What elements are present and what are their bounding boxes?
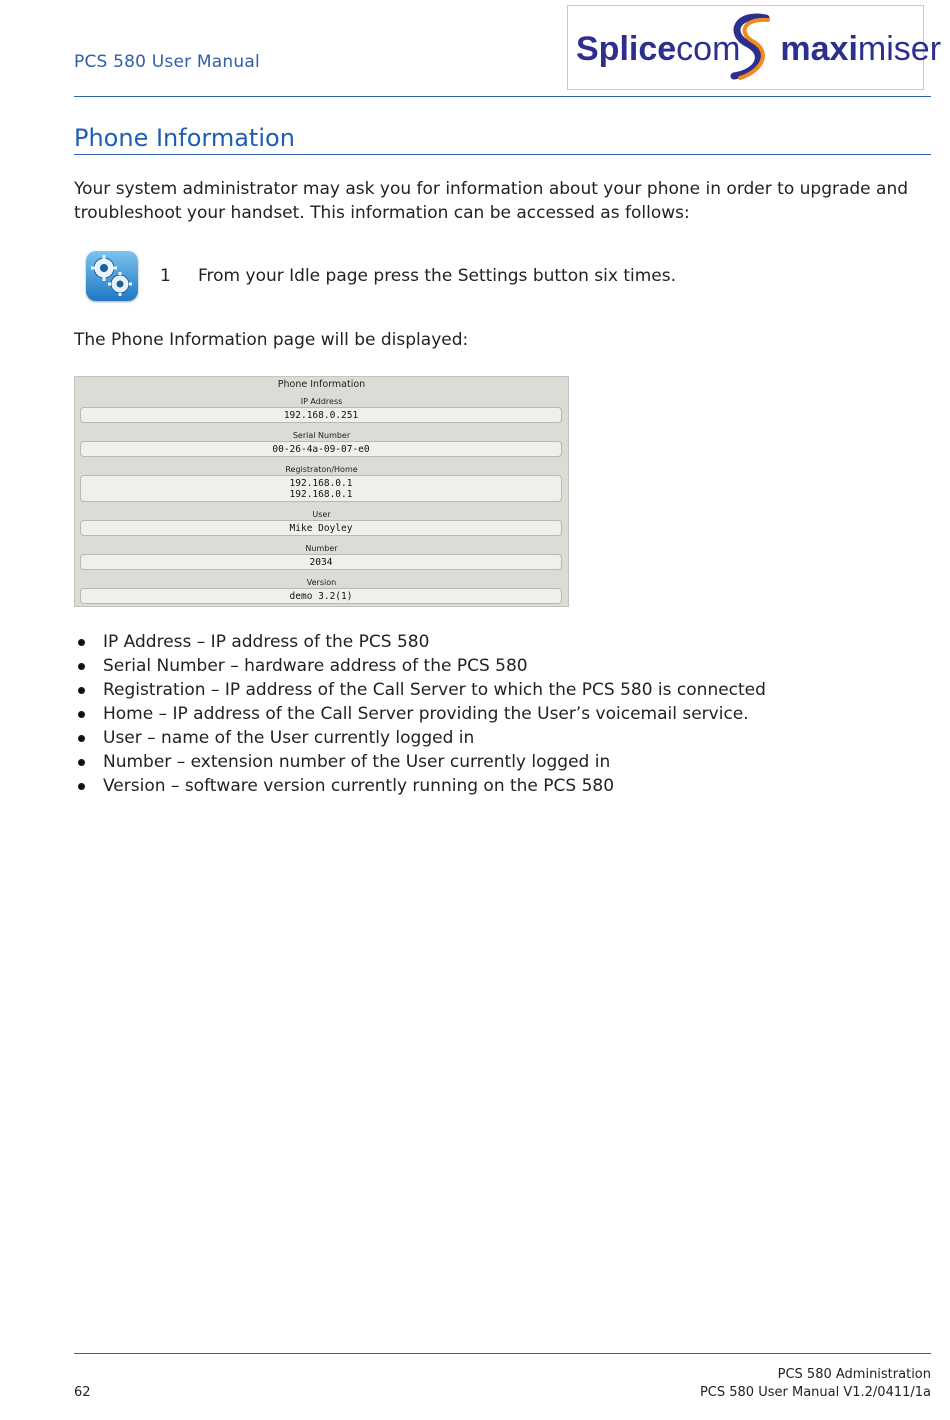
list-item: Registration – IP address of the Call Server to which the PCS 580 is connected: [74, 678, 934, 702]
list-item: User – name of the User currently logged in: [74, 726, 934, 750]
bullet-dot-icon: [78, 783, 85, 790]
field-label-user: User: [312, 510, 331, 519]
footer-divider: [74, 1353, 931, 1354]
list-item: IP Address – IP address of the PCS 580: [74, 630, 934, 654]
gears-icon: [86, 251, 138, 301]
bullet-dot-icon: [78, 759, 85, 766]
list-item: Serial Number – hardware address of the PCS 580: [74, 654, 934, 678]
field-value-version: demo 3.2(1): [80, 588, 562, 604]
bullet-dot-icon: [78, 687, 85, 694]
footer-section-name: PCS 580 Administration: [777, 1367, 931, 1382]
field-label-registration-home: Registraton/Home: [285, 465, 358, 474]
bullet-dot-icon: [78, 663, 85, 670]
heading-divider: [74, 154, 931, 155]
step-number: 1: [160, 266, 171, 286]
logo-text-splice: Splice: [576, 30, 677, 68]
phone-information-screen: [74, 376, 569, 607]
field-label-number: Number: [305, 544, 338, 553]
bullet-dot-icon: [78, 735, 85, 742]
logo-text-miser: miser: [857, 30, 942, 68]
field-description-list: [74, 630, 934, 798]
field-value-serial-number: 00-26-4a-09-07-e0: [80, 441, 562, 457]
field-value-registration-home: 192.168.0.1 192.168.0.1: [80, 475, 562, 502]
splicecom-maximiser-logo: [567, 5, 942, 90]
field-label-version: Version: [306, 578, 337, 587]
bullet-dot-icon: [78, 639, 85, 646]
step-text: From your Idle page press the Settings button six times.: [198, 266, 677, 286]
footer-doc-version: PCS 580 User Manual V1.2/0411/1a: [699, 1385, 931, 1400]
logo-text-com: com: [676, 30, 741, 68]
logo-text-maxi: maxi: [780, 30, 858, 68]
logo-swoosh-icon: [726, 10, 776, 82]
intro-paragraph: Your system administrator may ask you for information about your phone in order to upgrade and troubleshoot your handset. This information can be accessed as follows:: [74, 179, 909, 223]
field-value-user: Mike Doyley: [80, 520, 562, 536]
list-item: Number – extension number of the User currently logged in: [74, 750, 934, 774]
section-heading: Phone Information: [74, 124, 295, 152]
field-label-serial-number: Serial Number: [292, 431, 351, 440]
bullet-dot-icon: [78, 711, 85, 718]
list-item: Home – IP address of the Call Server providing the User’s voicemail service.: [74, 702, 934, 726]
field-value-ip-address: 192.168.0.251: [80, 407, 562, 423]
page-number: 62: [74, 1385, 91, 1400]
display-line: The Phone Information page will be displayed:: [74, 330, 469, 350]
manual-title: PCS 580 User Manual: [74, 52, 260, 72]
header-divider: [74, 96, 931, 97]
list-item: Version – software version currently running on the PCS 580: [74, 774, 934, 798]
field-value-number: 2034: [80, 554, 562, 570]
screen-title: Phone Information: [277, 379, 366, 390]
field-label-ip-address: IP Address: [300, 397, 343, 406]
